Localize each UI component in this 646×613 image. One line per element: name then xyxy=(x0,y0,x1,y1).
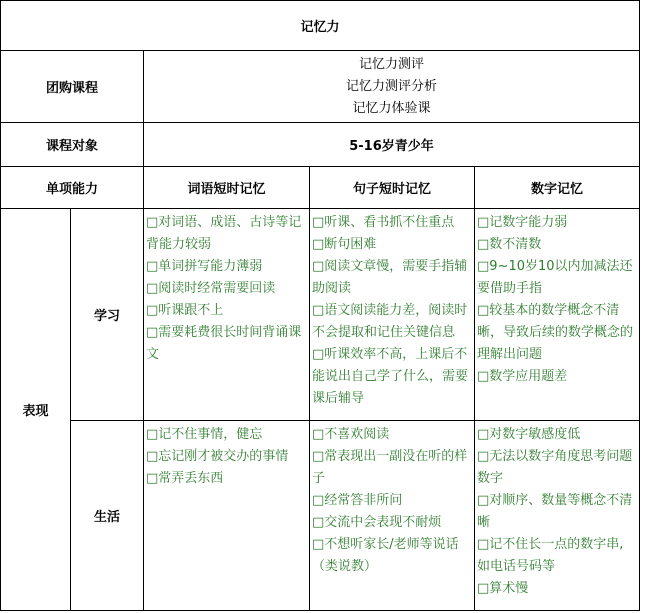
list-item: 助阅读 xyxy=(312,281,352,296)
group-course-item: 记忆力测评 xyxy=(359,56,425,72)
list-item: 文 xyxy=(146,347,160,362)
life-label: 生活 xyxy=(71,421,144,611)
list-item: □对词语、成语、古诗等记 xyxy=(146,215,302,230)
life-row xyxy=(1,421,640,611)
ability-label: 单项能力 xyxy=(1,167,144,209)
list-item: □听课、看书抓不住重点 xyxy=(312,215,455,230)
list-item: □较基本的数学概念不清 xyxy=(477,303,620,318)
list-item: （类说教） xyxy=(312,559,378,574)
list-item: □不喜欢阅读 xyxy=(312,427,390,442)
list-item: 子 xyxy=(312,471,326,486)
list-item: □阅读时经常需要回读 xyxy=(146,281,276,296)
ability-column-header: 数字记忆 xyxy=(475,167,640,209)
list-item: 如电话号码等 xyxy=(477,559,556,574)
list-item: 理解出问题 xyxy=(477,347,543,362)
list-item: □记数字能力弱 xyxy=(477,215,568,230)
group-course-item: 记忆力测评分析 xyxy=(346,78,438,94)
group-course-label: 团购课程 xyxy=(1,51,144,123)
list-item: 能说出自己学了什么，需要 xyxy=(312,369,469,384)
list-item: 不会提取和记住关键信息 xyxy=(312,325,456,340)
list-item: □记不住事情，健忘 xyxy=(146,427,263,442)
target-label: 课程对象 xyxy=(1,123,144,167)
group-course-row xyxy=(1,51,640,123)
list-item: □听课效率不高，上课后不 xyxy=(312,347,468,362)
list-item: □算术慢 xyxy=(477,581,529,596)
list-item: □9~10岁10以内加减法还 xyxy=(477,259,633,274)
list-item: □不想听家长/老师等说话 xyxy=(312,537,459,552)
list-item: □忘记刚才被交办的事情 xyxy=(146,449,289,464)
list-item: □常弄丢东西 xyxy=(146,471,224,486)
list-item: □经常答非所问 xyxy=(312,493,403,508)
study-number-memory-cell xyxy=(475,209,640,421)
ability-row xyxy=(1,167,640,209)
life-number-memory-cell xyxy=(475,421,640,611)
list-item: 要借助手指 xyxy=(477,281,543,296)
list-item: □对顺序、数量等概念不清 xyxy=(477,493,633,508)
life-word-memory-cell xyxy=(144,421,310,611)
list-item: □记不住长一点的数字串, xyxy=(477,537,624,552)
performance-label: 表现 xyxy=(1,209,71,611)
study-word-memory-cell xyxy=(144,209,310,421)
list-item: □断句困难 xyxy=(312,237,377,252)
target-value: 5-16岁青少年 xyxy=(144,123,640,167)
list-item: □语文阅读能力差，阅读时 xyxy=(312,303,468,318)
list-item: □阅读文章慢，需要手指辅 xyxy=(312,259,468,274)
list-item: □听课跟不上 xyxy=(146,303,224,318)
list-item: □常表现出一副没在听的样 xyxy=(312,449,468,464)
study-row xyxy=(1,209,640,421)
list-item: 晰 xyxy=(477,515,491,530)
target-row xyxy=(1,123,640,167)
list-item: □数学应用题差 xyxy=(477,369,568,384)
list-item: □单词拼写能力薄弱 xyxy=(146,259,263,274)
list-item: □需要耗费很长时间背诵课 xyxy=(146,325,302,340)
study-label: 学习 xyxy=(71,209,144,421)
group-course-list xyxy=(144,51,640,123)
list-item: □数不清数 xyxy=(477,237,542,252)
group-course-item: 记忆力体验课 xyxy=(352,100,431,116)
list-item: □交流中会表现不耐烦 xyxy=(312,515,442,530)
list-item: □无法以数字角度思考问题 xyxy=(477,449,633,464)
list-item: 课后辅导 xyxy=(312,391,365,406)
ability-column-header: 词语短时记忆 xyxy=(144,167,310,209)
ability-column-header: 句子短时记忆 xyxy=(310,167,475,209)
title-row xyxy=(1,1,640,51)
list-item: 晰，导致后续的数学概念的 xyxy=(477,325,634,340)
list-item: 背能力较弱 xyxy=(146,237,212,252)
study-sentence-memory-cell xyxy=(310,209,475,421)
table-title: 记忆力 xyxy=(1,1,640,51)
list-item: 数字 xyxy=(477,471,504,486)
list-item: □对数字敏感度低 xyxy=(477,427,581,442)
life-sentence-memory-cell xyxy=(310,421,475,611)
